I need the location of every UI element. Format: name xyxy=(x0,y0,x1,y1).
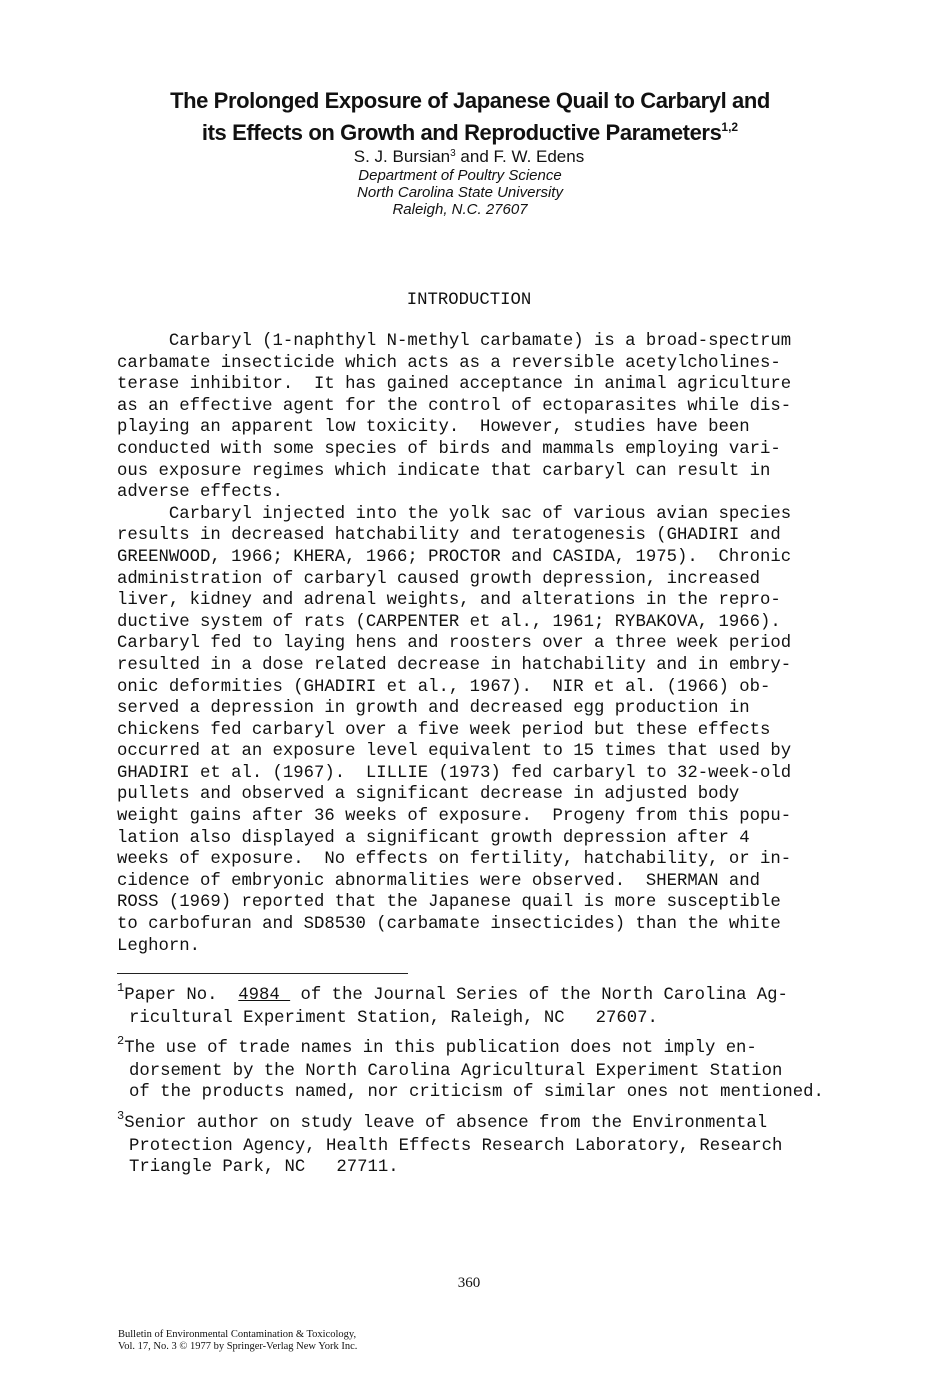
affiliation xyxy=(300,167,620,218)
body-line: adverse effects. xyxy=(117,483,283,503)
body-line: administration of carbaryl caused growth depression, increased xyxy=(117,569,760,589)
body-line: Carbaryl injected into the yolk sac of various avian species xyxy=(117,504,792,524)
body-line: occurred at an exposure level equivalent to 15 times that used by xyxy=(117,742,792,762)
author-line xyxy=(0,144,938,167)
body-line: chickens fed carbaryl over a five week period but these effects xyxy=(117,720,771,740)
body-line: lation also displayed a significant growth depression after 4 xyxy=(117,828,750,848)
body-line: GHADIRI et al. (1967). LILLIE (1973) fed carbaryl to 32-week-old xyxy=(117,763,792,783)
body-line: as an effective agent for the control of ectoparasites while dis- xyxy=(117,396,792,416)
footnote-3-line-1: Senior author on study leave of absence from the Environmental xyxy=(124,1114,768,1133)
page-number: 360 xyxy=(457,1275,481,1291)
citation-line-1: Bulletin of Environmental Contamination & Toxicology, xyxy=(118,1329,357,1340)
affiliation-university: North Carolina State University xyxy=(357,184,563,201)
affiliation-city: Raleigh, N.C. 27607 xyxy=(392,201,528,218)
footnote-1-prefix: Paper No. xyxy=(124,986,239,1005)
body-line: ous exposure regimes which indicate that carbaryl can result in xyxy=(117,461,771,481)
body-line: liver, kidney and adrenal weights, and alterations in the repro- xyxy=(117,591,781,611)
body-line: to carbofuran and SD8530 (carbamate insecticides) than the white xyxy=(117,915,781,935)
body-line: onic deformities (GHADIRI et al., 1967). NIR et al. (1966) ob- xyxy=(117,677,771,697)
section-heading-introduction: INTRODUCTION xyxy=(406,291,532,310)
article-title xyxy=(60,88,880,146)
footnote-2-number: 2 xyxy=(117,1034,125,1048)
body-line: served a depression in growth and decreased egg production in xyxy=(117,699,750,719)
body-line: carbamate insecticide which acts as a reversible acetylcholines- xyxy=(117,353,781,373)
body-line: ROSS (1969) reported that the Japanese quail is more susceptible xyxy=(117,893,781,913)
title-line-1: The Prolonged Exposure of Japanese Quail to Carbaryl and xyxy=(170,88,770,113)
body-line: weeks of exposure. No effects on fertility, hatchability, or in- xyxy=(117,850,792,870)
footnote-1-suffix: of the Journal Series of the North Carolina Ag- xyxy=(290,986,788,1005)
body-line: results in decreased hatchability and teratogenesis (GHADIRI and xyxy=(117,526,781,546)
footnote-3-line-2: Protection Agency, Health Effects Research Laboratory, Research xyxy=(129,1136,783,1156)
title-footnote-mark: 1,2 xyxy=(721,120,739,134)
footnote-3-line-3: Triangle Park, NC 27711. xyxy=(129,1158,399,1178)
paper-number: 4984 xyxy=(238,986,291,1005)
title-line-2: its Effects on Growth and Reproductive Parameters xyxy=(201,120,722,145)
body-line: Leghorn. xyxy=(117,936,200,956)
footnote-1-line-2: ricultural Experiment Station, Raleigh, NC 27607. xyxy=(129,1008,658,1028)
footnote-2-line-1: The use of trade names in this publication does not imply en- xyxy=(124,1039,757,1058)
footnote-3 xyxy=(117,1109,877,1179)
body-line: Carbaryl fed to laying hens and roosters over a three week period xyxy=(117,634,792,654)
footnote-3-number: 3 xyxy=(117,1109,125,1123)
footnote-2-line-3: of the products named, nor criticism of similar ones not mentioned. xyxy=(129,1083,824,1103)
journal-citation xyxy=(118,1329,618,1352)
footnote-divider xyxy=(117,973,408,974)
footnote-1-number: 1 xyxy=(117,981,125,995)
footnote-2 xyxy=(117,1034,877,1104)
footnote-1 xyxy=(117,981,877,1029)
author-edens: and F. W. Edens xyxy=(455,147,585,166)
citation-line-2: Vol. 17, No. 3 © 1977 by Springer-Verlag New York Inc. xyxy=(118,1340,358,1352)
affiliation-department: Department of Poultry Science xyxy=(358,167,562,184)
body-line: resulted in a dose related decrease in hatchability and in embry- xyxy=(117,655,792,675)
author-bursian: S. J. Bursian xyxy=(353,147,451,166)
introduction-body xyxy=(117,331,857,957)
author-footnote-mark: 3 xyxy=(450,148,456,159)
body-line: GREENWOOD, 1966; KHERA, 1966; PROCTOR and CASIDA, 1975). Chronic xyxy=(117,547,792,567)
footnote-2-line-2: dorsement by the North Carolina Agricultural Experiment Station xyxy=(129,1061,783,1081)
body-line: weight gains after 36 weeks of exposure. Progeny from this popu- xyxy=(117,807,792,827)
body-line: terase inhibitor. It has gained acceptance in animal agriculture xyxy=(117,375,792,395)
body-line: playing an apparent low toxicity. However, studies have been xyxy=(117,418,750,438)
body-line: Carbaryl (1-naphthyl N-methyl carbamate) is a broad-spectrum xyxy=(117,332,792,351)
body-line: conducted with some species of birds and mammals employing vari- xyxy=(117,439,781,459)
body-line: cidence of embryonic abnormalities were observed. SHERMAN and xyxy=(117,871,760,891)
body-line: ductive system of rats (CARPENTER et al., 1961; RYBAKOVA, 1966). xyxy=(117,612,781,632)
body-line: pullets and observed a significant decrease in adjusted body xyxy=(117,785,740,805)
